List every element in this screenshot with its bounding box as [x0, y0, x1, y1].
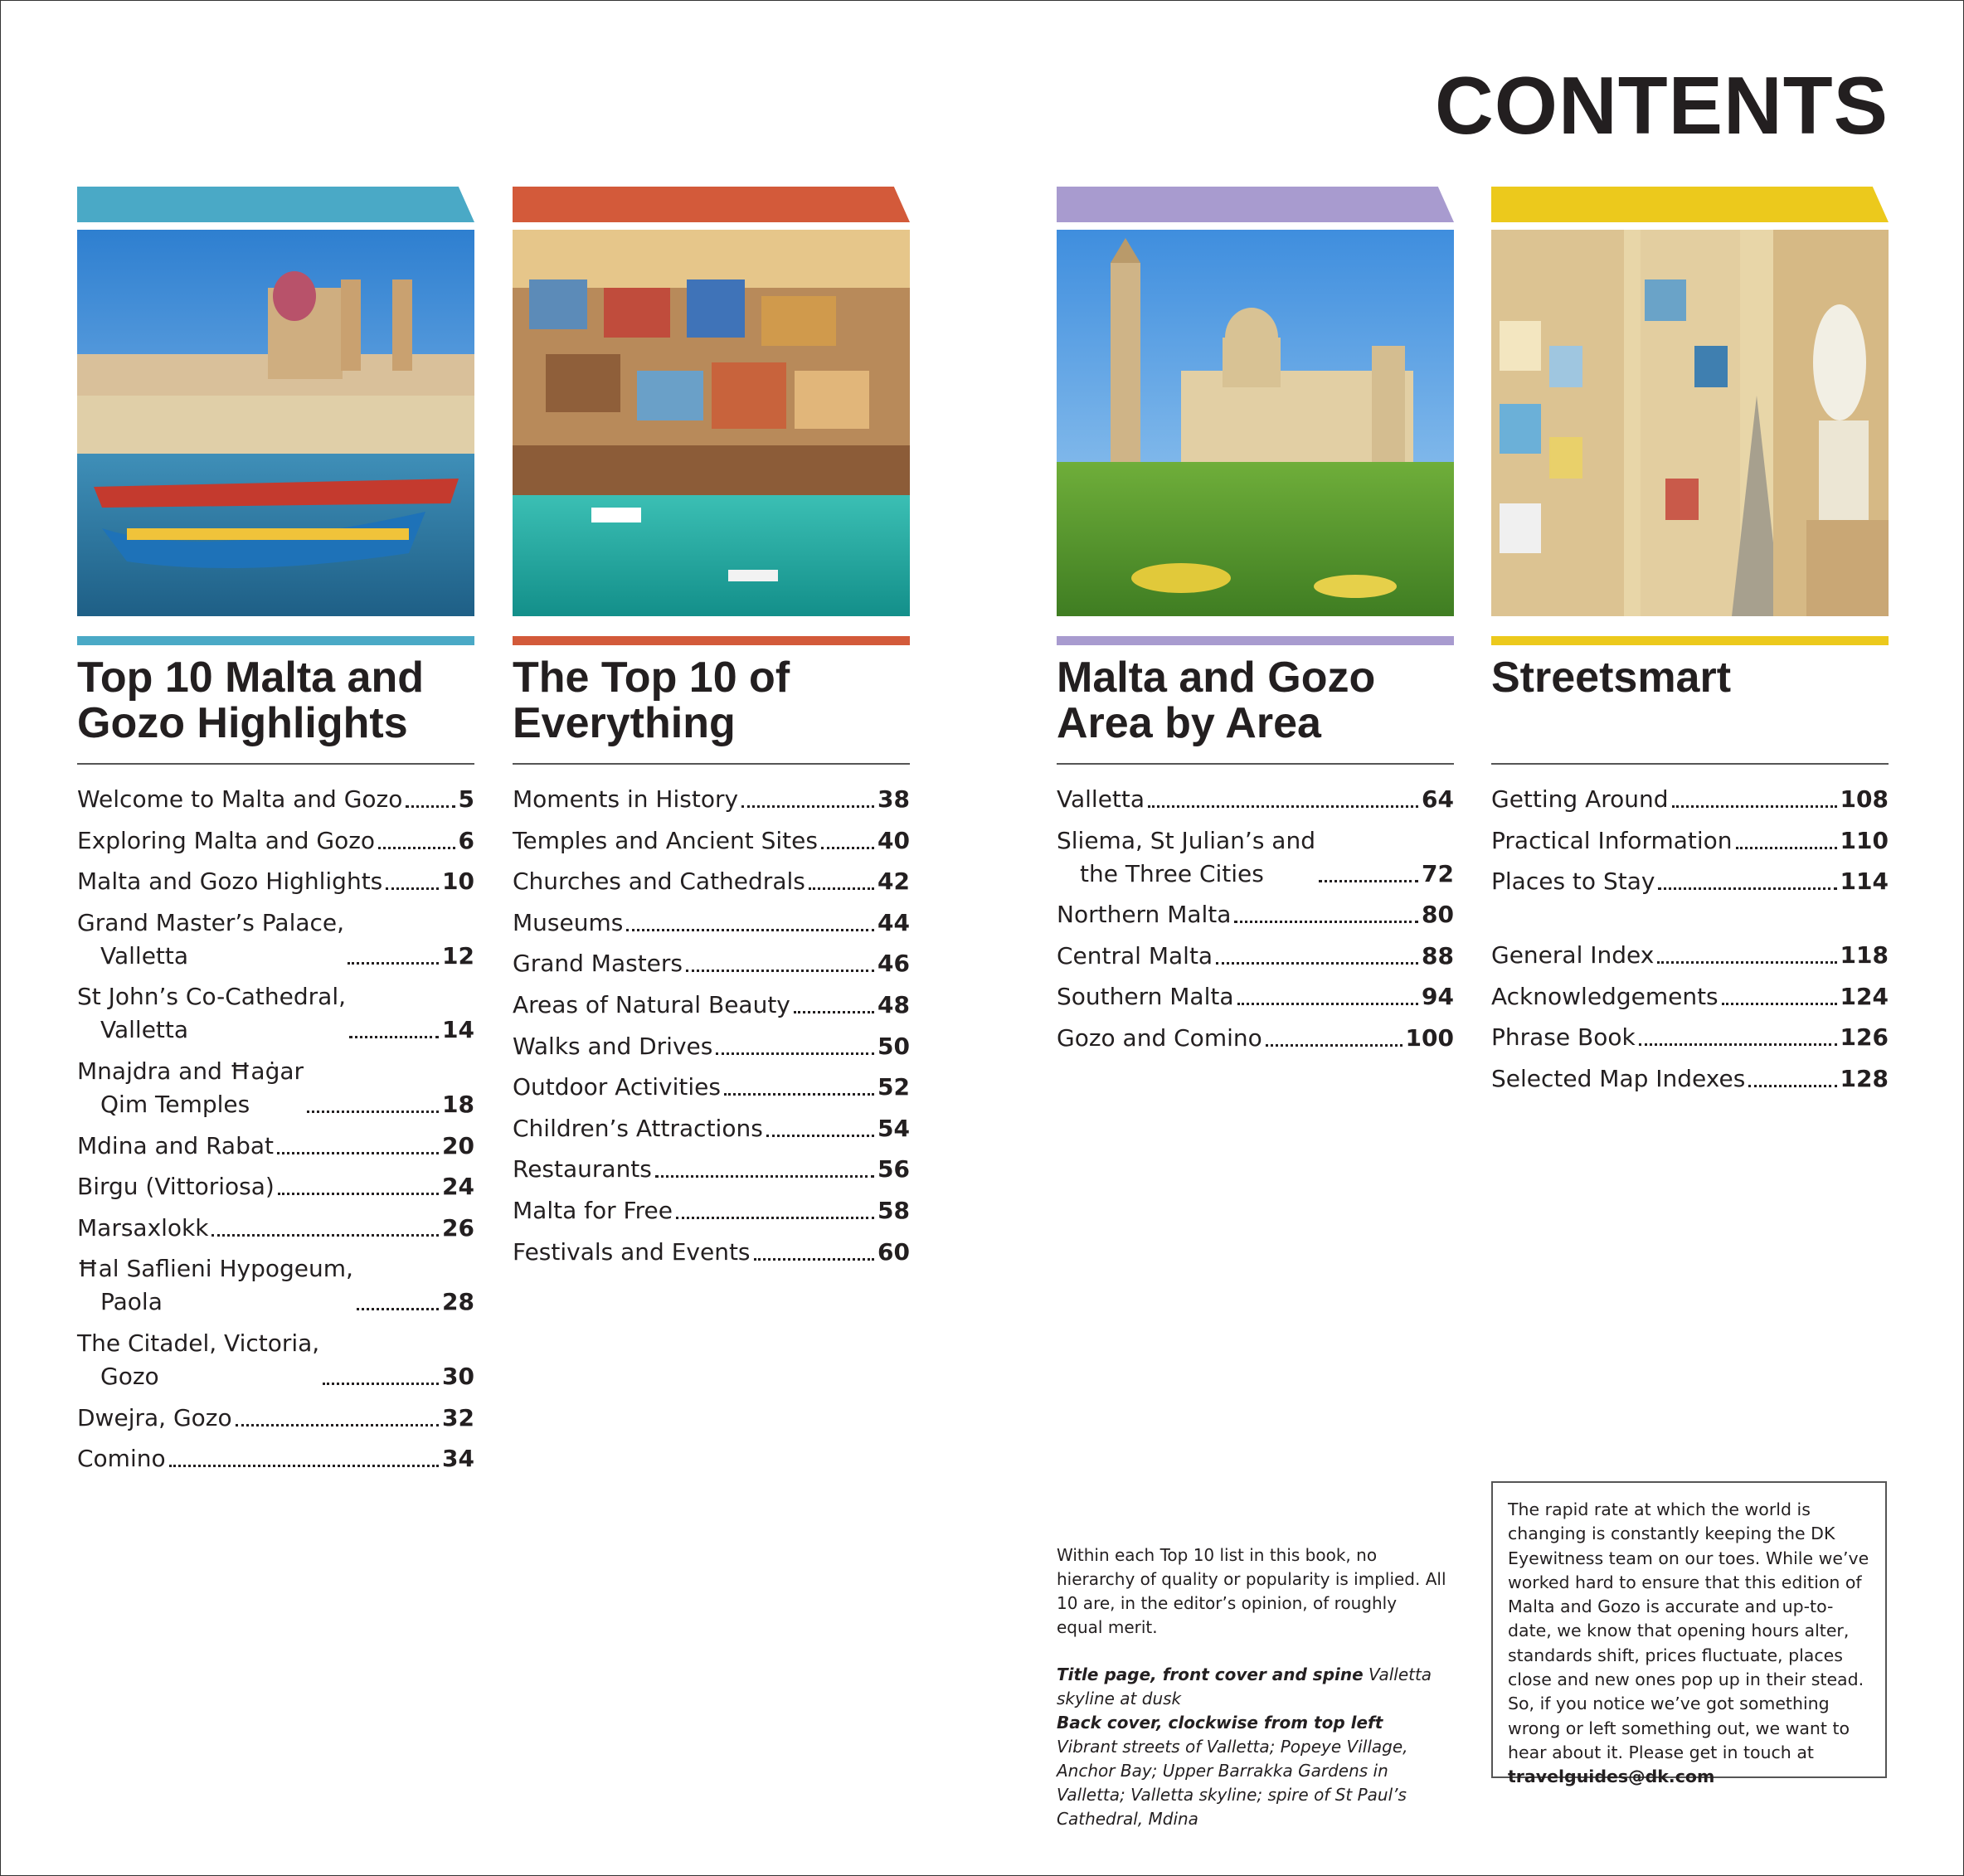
toc-entry-label-line: St John’s Co-Cathedral, — [77, 983, 347, 1011]
toc-entry-page: 108 — [1840, 785, 1889, 813]
toc-entry-page: 48 — [877, 990, 910, 1018]
toc-entry-page: 128 — [1840, 1064, 1889, 1092]
toc-entry-page: 44 — [877, 908, 910, 936]
toc-list — [77, 783, 474, 1475]
toc-entry-page: 58 — [877, 1196, 910, 1224]
toc-entry — [513, 824, 910, 858]
photo-credits — [1057, 1663, 1446, 1831]
heading-line: Area by Area — [1057, 699, 1321, 747]
toc-entry — [513, 1236, 910, 1269]
toc-entry-label-line: Children’s Attractions — [513, 1114, 763, 1142]
dot-leader — [655, 1175, 874, 1178]
dot-leader — [794, 1011, 874, 1013]
section-heading — [77, 655, 474, 746]
section-rule — [1491, 636, 1889, 645]
toc-entry — [513, 1112, 910, 1145]
toc-entry-page: 42 — [877, 868, 910, 896]
dot-leader — [626, 929, 874, 931]
dot-leader — [349, 1036, 439, 1038]
dot-leader — [1266, 1044, 1403, 1047]
section-tab — [77, 187, 474, 222]
section-photo-marsaxlokk — [77, 230, 474, 616]
section-rule — [1057, 636, 1454, 645]
toc-entry-label — [1057, 980, 1234, 1013]
toc-entry-label-line: General Index — [1491, 941, 1655, 970]
dot-leader — [741, 805, 874, 808]
dot-leader — [1722, 1003, 1837, 1005]
dot-leader — [323, 1383, 439, 1385]
toc-entry-label — [1491, 865, 1655, 898]
dot-leader — [307, 1111, 439, 1113]
dot-leader — [236, 1424, 439, 1426]
toc-entry-label — [77, 1212, 208, 1245]
toc-entry-label — [513, 1236, 751, 1269]
toc-entry — [77, 1327, 474, 1393]
toc-entry-label-line: Paola — [100, 1288, 163, 1316]
toc-entry-page: 12 — [442, 941, 474, 970]
divider — [1491, 763, 1889, 765]
editorial-note — [1057, 1543, 1446, 1831]
toc-entry-page: 64 — [1422, 785, 1454, 813]
toc-entry-label-line: Grand Masters — [513, 950, 683, 978]
toc-entry-label — [513, 1194, 673, 1227]
toc-entry — [513, 1030, 910, 1063]
toc-entry-page: 30 — [442, 1362, 474, 1390]
toc-entry — [1491, 824, 1889, 858]
toc-entry-label-line: Restaurants — [513, 1155, 652, 1183]
toc-entry-label-line: Phrase Book — [1491, 1023, 1636, 1052]
dot-leader — [754, 1258, 875, 1261]
section-heading — [513, 655, 910, 746]
toc-entry-label-line: Temples and Ancient Sites — [513, 826, 818, 854]
credit-label: Back cover, clockwise from top left — [1057, 1713, 1383, 1733]
dot-leader — [686, 970, 874, 972]
toc-entry-label — [77, 1170, 275, 1203]
toc-entry-label — [1491, 824, 1733, 858]
toc-entry-page: 18 — [442, 1090, 474, 1118]
heading-line: Top 10 Malta and — [77, 654, 424, 702]
toc-entry-label-line: Grand Master’s Palace, — [77, 908, 345, 936]
dot-leader — [1657, 961, 1836, 964]
credit-label: Title page, front cover and spine — [1057, 1665, 1364, 1684]
heading-line: Streetsmart — [1491, 654, 1732, 702]
toc-entry-label — [77, 783, 402, 816]
toc-entry-label-line: Museums — [513, 908, 624, 936]
dot-leader — [1736, 847, 1837, 849]
toc-entry-label — [77, 1402, 232, 1435]
toc-entry-label-line: Marsaxlokk — [77, 1213, 209, 1242]
dot-leader — [1148, 805, 1418, 808]
toc-entry-page: 20 — [442, 1131, 474, 1159]
toc-entry-label-line: Walks and Drives — [513, 1032, 713, 1060]
section-rule — [513, 636, 910, 645]
toc-entry-label-line: Areas of Natural Beauty — [513, 990, 790, 1018]
toc-entry — [1491, 939, 1889, 972]
toc-entry-label-line: Southern Malta — [1057, 983, 1234, 1011]
dot-leader — [766, 1135, 874, 1137]
toc-entry-page: 5 — [458, 785, 474, 813]
dot-leader — [348, 962, 439, 965]
dot-leader — [357, 1308, 439, 1310]
toc-entry — [1491, 980, 1889, 1013]
toc-entry-label-line: Malta and Gozo Highlights — [77, 868, 383, 896]
toc-entry-label-line: Mdina and Rabat — [77, 1131, 275, 1159]
toc-entry-label — [513, 947, 683, 980]
section-tab — [1491, 187, 1889, 222]
section-photo-popeye-village — [513, 230, 910, 616]
toc-entry-page: 6 — [458, 826, 474, 854]
toc-entry-label-line: Comino — [77, 1445, 166, 1473]
feedback-email-link[interactable]: travelguides@dk.com — [1508, 1767, 1715, 1787]
toc-entry — [77, 1055, 474, 1121]
toc-entry — [77, 1170, 474, 1203]
toc-entry-page: 52 — [877, 1073, 910, 1101]
toc-entry — [77, 1212, 474, 1245]
section-tab — [1057, 187, 1454, 222]
toc-entry — [77, 783, 474, 816]
dot-leader — [1658, 887, 1836, 890]
toc-entry — [77, 1252, 474, 1319]
toc-entry-page: 124 — [1840, 982, 1889, 1010]
toc-entry-label-line: Acknowledgements — [1491, 982, 1718, 1010]
toc-entry-label-line: Places to Stay — [1491, 868, 1655, 896]
section-area-by-area — [1057, 187, 1454, 1063]
toc-entry — [513, 783, 910, 816]
toc-entry — [77, 824, 474, 858]
toc-entry — [77, 1130, 474, 1163]
section-highlights — [77, 187, 474, 1484]
credit-text: Valletta skyline at dusk — [1057, 1665, 1432, 1708]
toc-entry-label-line: Practical Information — [1491, 826, 1733, 854]
toc-entry-label — [77, 1055, 304, 1121]
dot-leader — [1748, 1085, 1836, 1087]
section-photo-ta-pinu — [1057, 230, 1454, 616]
toc-entry-label-line: the Three Cities — [1080, 859, 1264, 887]
divider — [513, 763, 910, 765]
toc-entry-label — [513, 1112, 763, 1145]
dot-leader — [809, 887, 874, 890]
toc-entry-label — [513, 1153, 652, 1186]
note-intro: Within each Top 10 list in this book, no hierarchy of quality or popularity is implied. All 10 are, in the editor’s opinion, of roughly equal merit. — [1057, 1545, 1446, 1637]
toc-entry-label — [1491, 1062, 1745, 1096]
toc-entry — [1057, 940, 1454, 973]
heading-line: Malta and Gozo — [1057, 654, 1376, 702]
dot-leader — [716, 1052, 874, 1055]
feedback-text: The rapid rate at which the world is changing is constantly keeping the DK Eyewitness team on our toes. While we’ve worked hard to ensure that this edition of Malta and Gozo is accurate and up-to-date, we know that opening hours alter, standards shift, prices fluctuate, places close and new ones pop up in their stead. So, if you notice we’ve got something wrong or left something out, we want to hear about it. Please get in touch at — [1508, 1499, 1869, 1762]
toc-entry — [513, 1071, 910, 1104]
toc-entry-label — [1057, 898, 1231, 931]
toc-entry-label — [77, 1130, 274, 1163]
divider — [77, 763, 474, 765]
toc-entry-label-line: Festivals and Events — [513, 1237, 751, 1266]
toc-entry-label-line: Ħal Saflieni Hypogeum, — [77, 1255, 353, 1283]
toc-entry — [77, 865, 474, 898]
toc-entry-page: 50 — [877, 1032, 910, 1060]
toc-entry-page: 40 — [877, 826, 910, 854]
toc-entry — [1491, 1062, 1889, 1096]
toc-entry-page: 10 — [442, 868, 474, 896]
toc-entry-label-line: The Citadel, Victoria, — [77, 1329, 320, 1357]
toc-entry-page: 80 — [1422, 901, 1454, 929]
toc-entry-label-line: Getting Around — [1491, 785, 1669, 813]
toc-entry-label-line: Churches and Cathedrals — [513, 868, 805, 896]
toc-entry — [513, 906, 910, 940]
toc-entry-label — [1491, 783, 1669, 816]
dot-leader — [406, 805, 455, 808]
toc-entry — [1491, 1021, 1889, 1054]
dot-leader — [1237, 1003, 1419, 1005]
toc-entry-label-line: Valletta — [1057, 785, 1145, 813]
toc-entry — [513, 989, 910, 1022]
heading-line: Everything — [513, 699, 736, 747]
dot-leader — [1639, 1043, 1837, 1046]
toc-entry-label — [77, 1442, 166, 1475]
dot-leader — [821, 847, 874, 849]
toc-entry-label-line: Central Malta — [1057, 941, 1213, 970]
dot-leader — [211, 1234, 439, 1237]
toc-entry-label — [77, 1327, 319, 1393]
toc-entry — [1057, 898, 1454, 931]
dot-leader — [1234, 921, 1418, 923]
toc-entry-page: 60 — [877, 1237, 910, 1266]
toc-entry-label-line: Valletta — [100, 941, 189, 970]
section-photo-valletta-street — [1491, 230, 1889, 616]
toc-entry-label-line: Moments in History — [513, 785, 739, 813]
divider — [1057, 763, 1454, 765]
dot-leader — [386, 887, 439, 890]
toc-entry-label — [1491, 980, 1718, 1013]
toc-entry-label — [1491, 1021, 1636, 1054]
dot-leader — [277, 1152, 439, 1154]
toc-entry — [77, 1402, 474, 1435]
toc-entry-label — [77, 906, 344, 973]
toc-entry-label-line: Gozo and Comino — [1057, 1023, 1262, 1052]
toc-entry — [1057, 783, 1454, 816]
toc-entry-label — [1057, 783, 1145, 816]
toc-list — [1491, 783, 1889, 1096]
section-streetsmart — [1491, 187, 1889, 1104]
toc-entry-page: 14 — [442, 1016, 474, 1044]
dot-leader — [378, 847, 455, 849]
section-rule — [77, 636, 474, 645]
dot-leader — [724, 1093, 874, 1096]
toc-entry-page: 54 — [877, 1114, 910, 1142]
dot-leader — [1319, 880, 1418, 882]
toc-entry-label — [77, 865, 382, 898]
toc-entry-label — [513, 989, 790, 1022]
feedback-box — [1491, 1481, 1887, 1787]
section-heading — [1057, 655, 1454, 746]
toc-entry-label — [513, 1071, 721, 1104]
toc-entry-page: 32 — [442, 1403, 474, 1431]
toc-entry-label-line: Outdoor Activities — [513, 1073, 721, 1101]
toc-entry-label-line: Selected Map Indexes — [1491, 1064, 1746, 1092]
section-heading — [1491, 655, 1889, 746]
toc-entry-label — [513, 783, 738, 816]
toc-entry-page: 118 — [1840, 941, 1889, 970]
toc-entry-page: 24 — [442, 1173, 474, 1201]
toc-entry — [513, 1153, 910, 1186]
toc-entry-label-line: Gozo — [100, 1362, 159, 1390]
toc-entry-label-line: Birgu (Vittoriosa) — [77, 1173, 275, 1201]
toc-entry-page: 46 — [877, 950, 910, 978]
toc-entry-label-line: Northern Malta — [1057, 901, 1232, 929]
credit-text: Vibrant streets of Valletta; Popeye Village, Anchor Bay; Upper Barrakka Gardens in Valletta; Valletta skyline; spire of St Paul’s Cathedral, Mdina — [1057, 1737, 1408, 1829]
toc-entry-label-line: Welcome to Malta and Gozo — [77, 785, 403, 813]
toc-entry-label — [1057, 1022, 1262, 1055]
toc-list — [513, 783, 910, 1269]
toc-entry-label-line: Malta for Free — [513, 1196, 673, 1224]
toc-entry-page: 94 — [1422, 983, 1454, 1011]
dot-leader — [676, 1217, 874, 1219]
toc-entry — [513, 865, 910, 898]
dot-leader — [169, 1465, 439, 1467]
toc-entry-label — [1057, 824, 1315, 891]
toc-entry-label — [77, 824, 375, 858]
section-top10 — [513, 187, 910, 1276]
toc-entry-page: 126 — [1840, 1023, 1889, 1052]
toc-entry-label — [513, 824, 818, 858]
dot-leader — [278, 1193, 439, 1195]
toc-entry-label-line: Valletta — [100, 1016, 189, 1044]
toc-entry-page: 26 — [442, 1213, 474, 1242]
toc-entry — [77, 980, 474, 1047]
toc-entry-page: 28 — [442, 1288, 474, 1316]
toc-list — [1057, 783, 1454, 1055]
heading-line: Gozo Highlights — [77, 699, 408, 747]
toc-entry-label — [1491, 939, 1654, 972]
toc-entry-label — [77, 1252, 353, 1319]
toc-entry-label — [513, 1030, 712, 1063]
toc-entry-page: 110 — [1840, 826, 1889, 854]
dot-leader — [1216, 962, 1418, 965]
toc-entry-label-line: Dwejra, Gozo — [77, 1403, 232, 1431]
toc-entry-label — [77, 980, 346, 1047]
dot-leader — [1672, 805, 1837, 808]
toc-entry — [1491, 783, 1889, 816]
toc-entry-label-line: Mnajdra and Ħaġar — [77, 1057, 304, 1085]
toc-entry — [1057, 980, 1454, 1013]
heading-line: The Top 10 of — [513, 654, 790, 702]
toc-entry-page: 114 — [1840, 868, 1889, 896]
toc-entry-page: 72 — [1422, 859, 1454, 887]
toc-entry — [77, 906, 474, 973]
toc-entry-label-line: Qim Temples — [100, 1090, 250, 1118]
toc-entry — [1057, 824, 1454, 891]
toc-entry-page: 34 — [442, 1445, 474, 1473]
toc-entry — [77, 1442, 474, 1475]
toc-entry-page: 88 — [1422, 941, 1454, 970]
toc-entry — [513, 1194, 910, 1227]
toc-entry-page: 100 — [1405, 1023, 1454, 1052]
section-tab — [513, 187, 910, 222]
toc-entry-page: 56 — [877, 1155, 910, 1183]
toc-entry-label — [1057, 940, 1213, 973]
toc-entry-label — [513, 906, 623, 940]
toc-entry-page: 38 — [877, 785, 910, 813]
page-title: CONTENTS — [1435, 60, 1889, 151]
toc-entry — [1491, 865, 1889, 898]
toc-entry-label — [513, 865, 805, 898]
toc-entry — [513, 947, 910, 980]
toc-entry-label-line: Exploring Malta and Gozo — [77, 826, 376, 854]
toc-entry — [1057, 1022, 1454, 1055]
toc-entry-label-line: Sliema, St Julian’s and — [1057, 826, 1315, 854]
